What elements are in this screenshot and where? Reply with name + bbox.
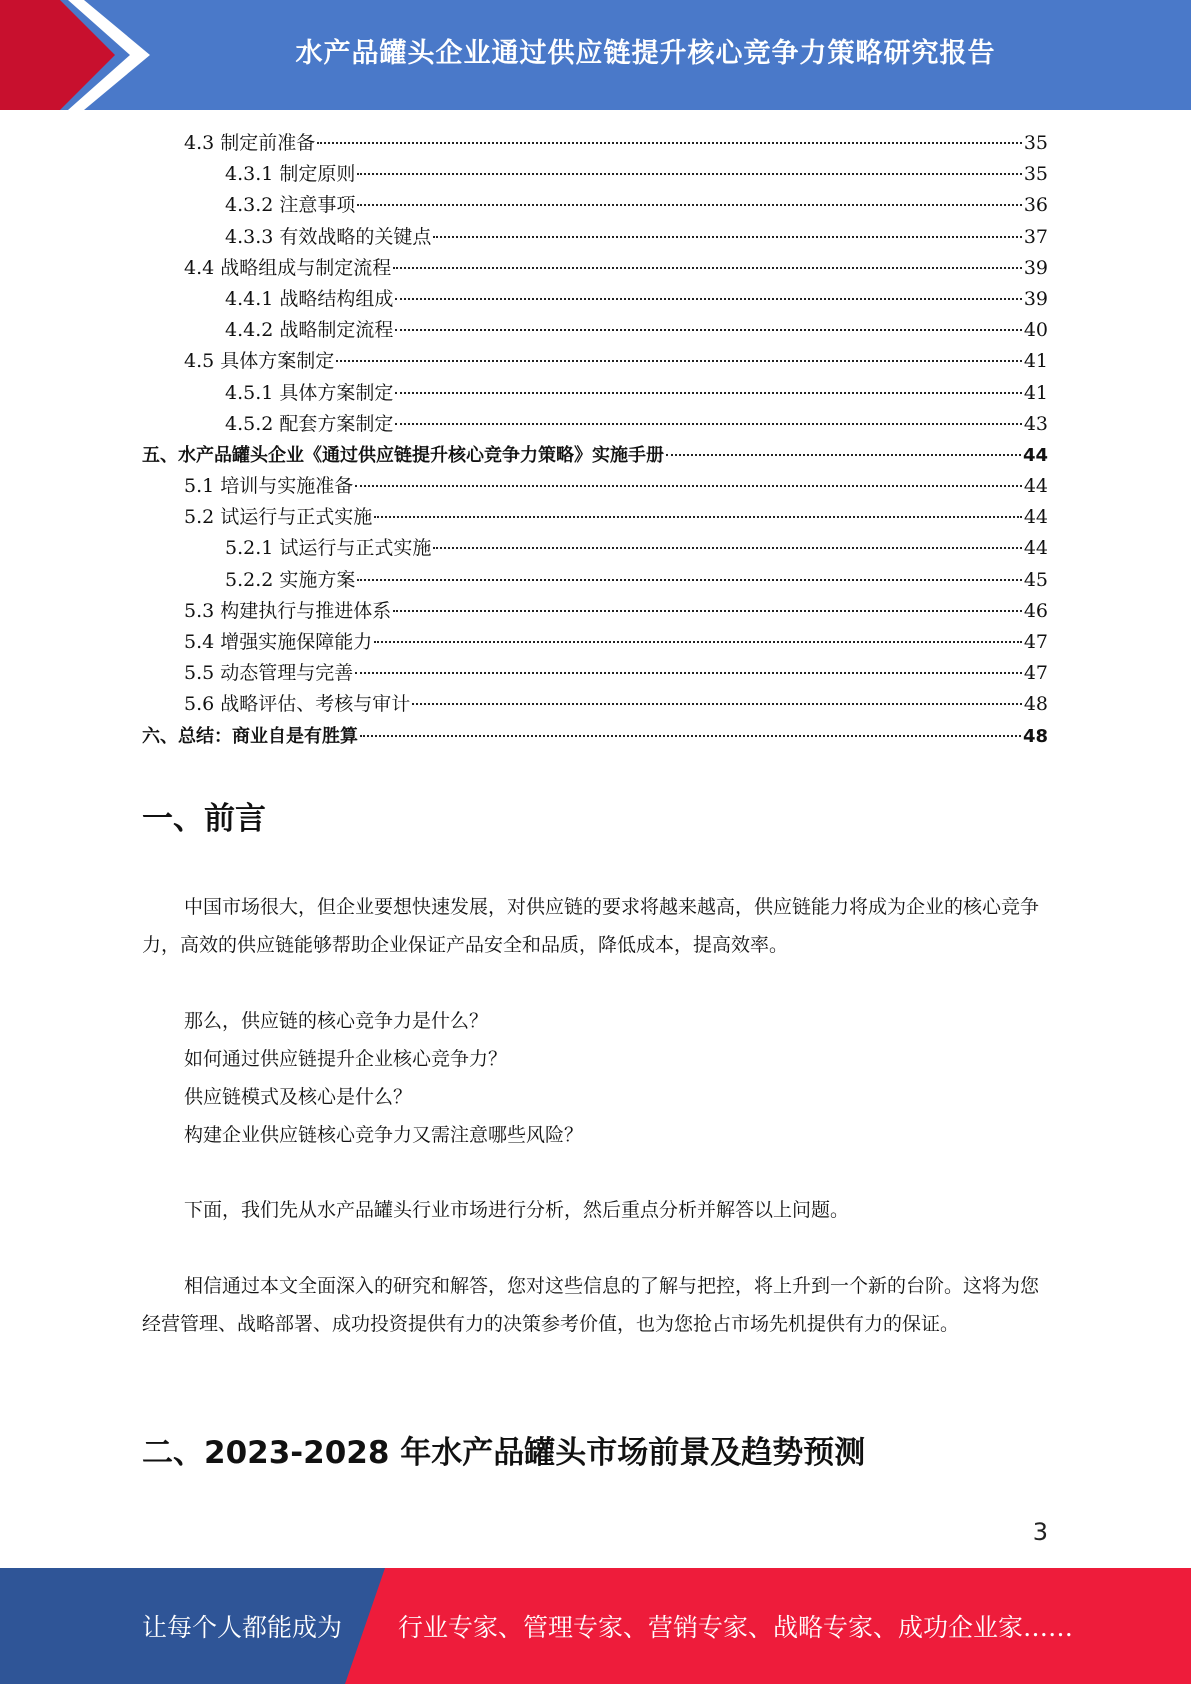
question-line: 如何通过供应链提升企业核心竞争力？ — [184, 1048, 508, 1070]
toc-entry[interactable] — [142, 190, 1048, 221]
toc-leader-dots — [395, 298, 1021, 300]
toc-leader-dots — [357, 173, 1021, 175]
footer-slogan-right: 行业专家、管理专家、营销专家、战略专家、成功企业家…… — [398, 1613, 1074, 1642]
toc-leader-dots — [360, 735, 1021, 737]
toc-leader-dots — [433, 236, 1021, 238]
toc-entry-label: 4.5.2 配套方案制定 — [225, 412, 394, 435]
toc-entry-label: 4.5 具体方案制定 — [184, 350, 335, 373]
toc-leader-dots — [317, 142, 1022, 144]
toc-entry-page: 36 — [1023, 194, 1048, 217]
preface-paragraph-1: 中国市场很大，但企业要想快速发展，对供应链的要求将越来越高，供应链能力将成为企业的核心竞争力，高效的供应链能够帮助企业保证产品安全和品质，降低成本，提高效率。 — [142, 896, 1040, 956]
toc-entry-label: 5.5 动态管理与完善 — [184, 662, 354, 685]
toc-entry-page: 44 — [1023, 506, 1048, 529]
toc-leader-dots — [666, 454, 1021, 456]
toc-leader-dots — [412, 703, 1022, 705]
toc-entry-label: 5.6 战略评估、考核与审计 — [184, 693, 411, 716]
preface-paragraph-3: 相信通过本文全面深入的研究和解答，您对这些信息的了解与把控，将上升到一个新的台阶。这将为您经营管理、战略部署、成功投资提供有力的决策参考价值，也为您抢占市场先机提供有力的保证。 — [142, 1275, 1040, 1335]
toc-leader-dots — [374, 641, 1022, 643]
toc-entry[interactable] — [142, 284, 1048, 315]
toc-leader-dots — [357, 204, 1021, 206]
toc-entry-page: 44 — [1022, 444, 1048, 466]
toc-leader-dots — [355, 485, 1022, 487]
question-line: 那么，供应链的核心竞争力是什么？ — [184, 1010, 489, 1032]
toc-entry-label: 5.1 培训与实施准备 — [184, 475, 354, 498]
toc-entry-page: 44 — [1023, 537, 1048, 560]
toc-entry-label: 4.3 制定前准备 — [184, 132, 316, 154]
toc-entry-label: 五、水产品罐头企业《通过供应链提升核心竞争力策略》实施手册 — [142, 444, 664, 466]
toc-entry-label: 六、总结：商业自是有胜算 — [142, 725, 358, 747]
toc-entry-label: 4.5.1 具体方案制定 — [225, 381, 394, 404]
toc-entry[interactable] — [142, 596, 1048, 627]
toc-entry[interactable] — [142, 658, 1048, 689]
toc-entry-label: 4.4.2 战略制定流程 — [225, 319, 394, 342]
toc-entry[interactable] — [142, 159, 1048, 190]
page-footer — [0, 1568, 1191, 1684]
toc-entry[interactable] — [142, 253, 1048, 284]
header-arrow-decoration — [0, 0, 160, 110]
toc-entry-page: 48 — [1022, 725, 1048, 747]
toc-entry[interactable] — [142, 409, 1048, 440]
section-heading-market-outlook: 二、2023-2028 年水产品罐头市场前景及趋势预测 — [142, 1435, 866, 1471]
toc-entry-page: 35 — [1023, 132, 1048, 154]
table-of-contents — [142, 128, 1048, 752]
toc-entry-page: 39 — [1023, 256, 1048, 279]
toc-entry-label: 5.2.1 试运行与正式实施 — [225, 537, 432, 560]
toc-entry[interactable] — [142, 346, 1048, 377]
toc-entry-label: 4.3.3 有效战略的关键点 — [225, 225, 432, 248]
toc-entry[interactable] — [142, 471, 1048, 502]
toc-entry[interactable] — [142, 502, 1048, 533]
toc-leader-dots — [395, 392, 1021, 394]
footer-slogan-left: 让每个人都能成为 — [142, 1613, 343, 1642]
toc-entry[interactable] — [142, 315, 1048, 346]
toc-entry-label: 5.2.2 实施方案 — [225, 568, 356, 591]
toc-entry-page: 48 — [1023, 693, 1048, 716]
toc-entry-label: 4.3.2 注意事项 — [225, 194, 356, 217]
toc-entry-label: 5.2 试运行与正式实施 — [184, 506, 373, 529]
toc-entry-page: 46 — [1023, 599, 1048, 622]
toc-entry[interactable] — [142, 627, 1048, 658]
toc-entry-label: 5.4 增强实施保障能力 — [184, 631, 373, 653]
toc-entry[interactable] — [142, 440, 1048, 471]
toc-entry[interactable] — [142, 378, 1048, 409]
toc-leader-dots — [355, 672, 1022, 674]
toc-entry[interactable] — [142, 222, 1048, 253]
preface-paragraph-2: 下面，我们先从水产品罐头行业市场进行分析，然后重点分析并解答以上问题。 — [184, 1199, 850, 1221]
toc-leader-dots — [393, 267, 1022, 269]
toc-entry[interactable] — [142, 533, 1048, 564]
toc-entry[interactable] — [142, 565, 1048, 596]
page-number: 3 — [1032, 1518, 1048, 1546]
toc-leader-dots — [395, 423, 1021, 425]
toc-entry-label: 4.4 战略组成与制定流程 — [184, 256, 392, 279]
toc-entry-page: 45 — [1023, 568, 1048, 591]
toc-leader-dots — [336, 360, 1022, 362]
section-heading-preface: 一、前言 — [142, 801, 266, 837]
toc-entry-page: 39 — [1023, 287, 1048, 310]
toc-leader-dots — [357, 579, 1021, 581]
toc-entry-page: 41 — [1023, 381, 1048, 404]
toc-entry-page: 35 — [1023, 163, 1048, 186]
toc-entry-page: 40 — [1023, 319, 1048, 342]
toc-entry-page: 43 — [1023, 412, 1048, 435]
toc-entry[interactable] — [142, 128, 1048, 159]
toc-leader-dots — [393, 610, 1022, 612]
toc-entry-page: 44 — [1023, 475, 1048, 498]
toc-entry-page: 37 — [1023, 225, 1048, 248]
toc-entry-page: 41 — [1023, 350, 1048, 373]
page-header — [0, 0, 1191, 110]
toc-entry-page: 47 — [1023, 662, 1048, 685]
toc-entry[interactable] — [142, 689, 1048, 720]
toc-leader-dots — [433, 547, 1021, 549]
question-line: 构建企业供应链核心竞争力又需注意哪些风险？ — [184, 1124, 584, 1146]
toc-entry-page: 47 — [1023, 631, 1048, 653]
toc-leader-dots — [395, 329, 1021, 331]
toc-entry[interactable] — [142, 721, 1048, 752]
toc-entry-label: 4.4.1 战略结构组成 — [225, 287, 394, 310]
question-line: 供应链模式及核心是什么？ — [184, 1086, 413, 1108]
toc-entry-label: 5.3 构建执行与推进体系 — [184, 599, 392, 622]
toc-leader-dots — [374, 516, 1022, 518]
report-title: 水产品罐头企业通过供应链提升核心竞争力策略研究报告 — [295, 37, 996, 69]
toc-entry-label: 4.3.1 制定原则 — [225, 163, 356, 186]
